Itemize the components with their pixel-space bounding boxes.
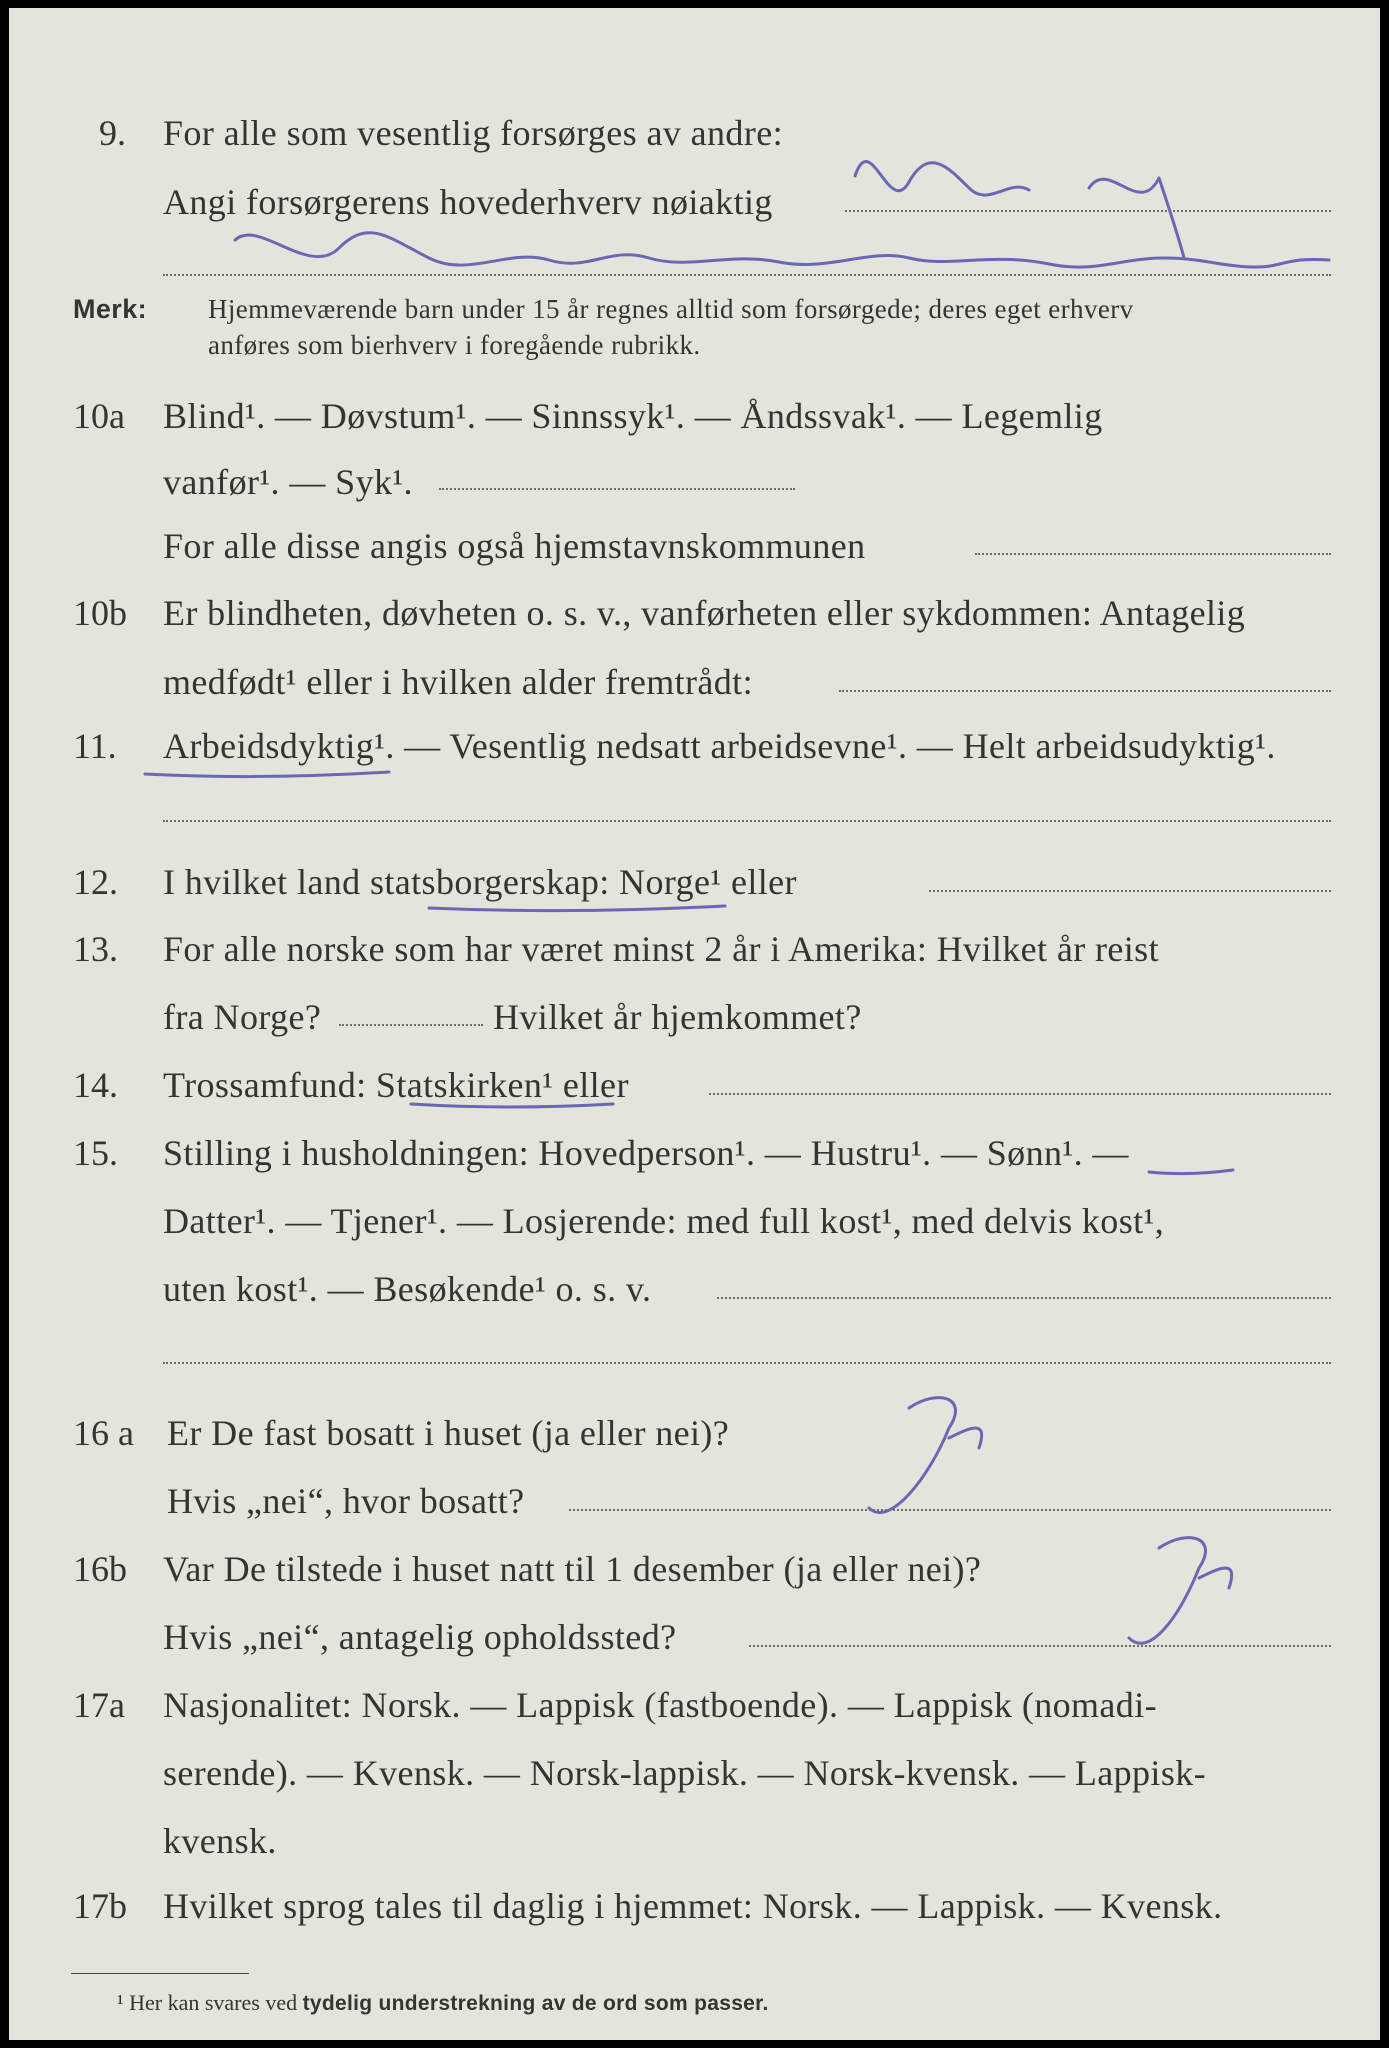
underline-arbeidsdyktig bbox=[145, 772, 389, 777]
pen-annotations bbox=[9, 8, 1380, 2040]
merk-label: Merk: bbox=[73, 294, 148, 324]
q12-number: 12. bbox=[73, 862, 118, 902]
q15-line2: Datter¹. — Tjener¹. — Losjerende: med full kost¹, med delvis kost¹, bbox=[163, 1201, 1165, 1241]
census-form-page bbox=[9, 8, 1380, 2040]
q14-line1: Trossamfund: Statskirken¹ eller bbox=[163, 1065, 629, 1105]
q17b-number: 17b bbox=[73, 1886, 127, 1926]
q16a-line1: Er De fast bosatt i huset (ja eller nei)? bbox=[167, 1413, 730, 1453]
q10a-line3: For alle disse angis også hjemstavnskommunen bbox=[163, 526, 866, 566]
q15-number: 15. bbox=[73, 1133, 118, 1173]
q10a-line2: vanfør¹. — Syk¹. bbox=[163, 462, 413, 502]
underline-statskirken bbox=[411, 1104, 613, 1107]
q15-line1: Stilling i husholdningen: Hovedperson¹. — Hustru¹. — Sønn¹. — bbox=[163, 1133, 1129, 1173]
q17b-line1: Hvilket sprog tales til daglig i hjemmet: Norsk. — Lappisk. — Kvensk. bbox=[163, 1886, 1223, 1926]
q11-number: 11. bbox=[73, 726, 117, 766]
q10a-number: 10a bbox=[73, 396, 125, 436]
q16b-line2: Hvis „nei“, antagelig opholdssted? bbox=[163, 1617, 677, 1657]
q12-line1: I hvilket land statsborgerskap: Norge¹ eller bbox=[163, 862, 797, 902]
q15-line3: uten kost¹. — Besøkende¹ o. s. v. bbox=[163, 1269, 652, 1309]
q16b-line1: Var De tilstede i huset natt til 1 desember (ja eller nei)? bbox=[163, 1549, 982, 1589]
q13-line1: For alle norske som har været minst 2 år i Amerika: Hvilket år reist bbox=[163, 929, 1159, 969]
footnote-bold: tydelig understrekning av de ord som passer. bbox=[302, 1992, 769, 2015]
q16b-number: 16b bbox=[73, 1549, 127, 1589]
q13-line2b: Hvilket år hjemkommet? bbox=[493, 997, 862, 1037]
merk-line1: Hjemmeværende barn under 15 år regnes alltid som forsørgede; deres eget erhverv bbox=[208, 294, 1134, 324]
q9-line1: For alle som vesentlig forsørges av andre: bbox=[163, 113, 783, 153]
underline-sonn bbox=[1149, 1170, 1233, 1174]
q9-line2: Angi forsørgerens hovederhverv nøiaktig bbox=[163, 182, 773, 222]
underline-statsborgerskap bbox=[429, 906, 725, 911]
q16a-line2: Hvis „nei“, hvor bosatt? bbox=[167, 1481, 525, 1521]
q10b-line1: Er blindheten, døvheten o. s. v., vanførheten eller sykdommen: Antagelig bbox=[163, 593, 1246, 633]
q11-line1: Arbeidsdyktig¹. — Vesentlig nedsatt arbeidsevne¹. — Helt arbeidsudyktig¹. bbox=[163, 726, 1276, 766]
q9-number: 9. bbox=[99, 113, 126, 153]
q17a-number: 17a bbox=[73, 1685, 125, 1725]
q13-number: 13. bbox=[73, 929, 118, 969]
merk-line2: anføres som bierhverv i foregående rubrikk. bbox=[208, 330, 701, 360]
q16a-number: 16 a bbox=[73, 1413, 134, 1453]
q10b-number: 10b bbox=[73, 593, 127, 633]
footnote-plain: Her kan svares ved bbox=[129, 1990, 298, 2015]
q13-line2a: fra Norge? bbox=[163, 997, 322, 1037]
footnote-mark: ¹ bbox=[117, 1990, 124, 2015]
q10b-line2: medfødt¹ eller i hvilken alder fremtrådt: bbox=[163, 662, 753, 702]
q17a-line1: Nasjonalitet: Norsk. — Lappisk (fastboende). — Lappisk (nomadi- bbox=[163, 1685, 1157, 1725]
q10a-line1: Blind¹. — Døvstum¹. — Sinnssyk¹. — Åndssvak¹. — Legemlig bbox=[163, 396, 1103, 436]
q14-number: 14. bbox=[73, 1065, 118, 1105]
q17a-line3: kvensk. bbox=[163, 1821, 277, 1861]
q17a-line2: serende). — Kvensk. — Norsk-lappisk. — Norsk-kvensk. — Lappisk- bbox=[163, 1753, 1207, 1793]
